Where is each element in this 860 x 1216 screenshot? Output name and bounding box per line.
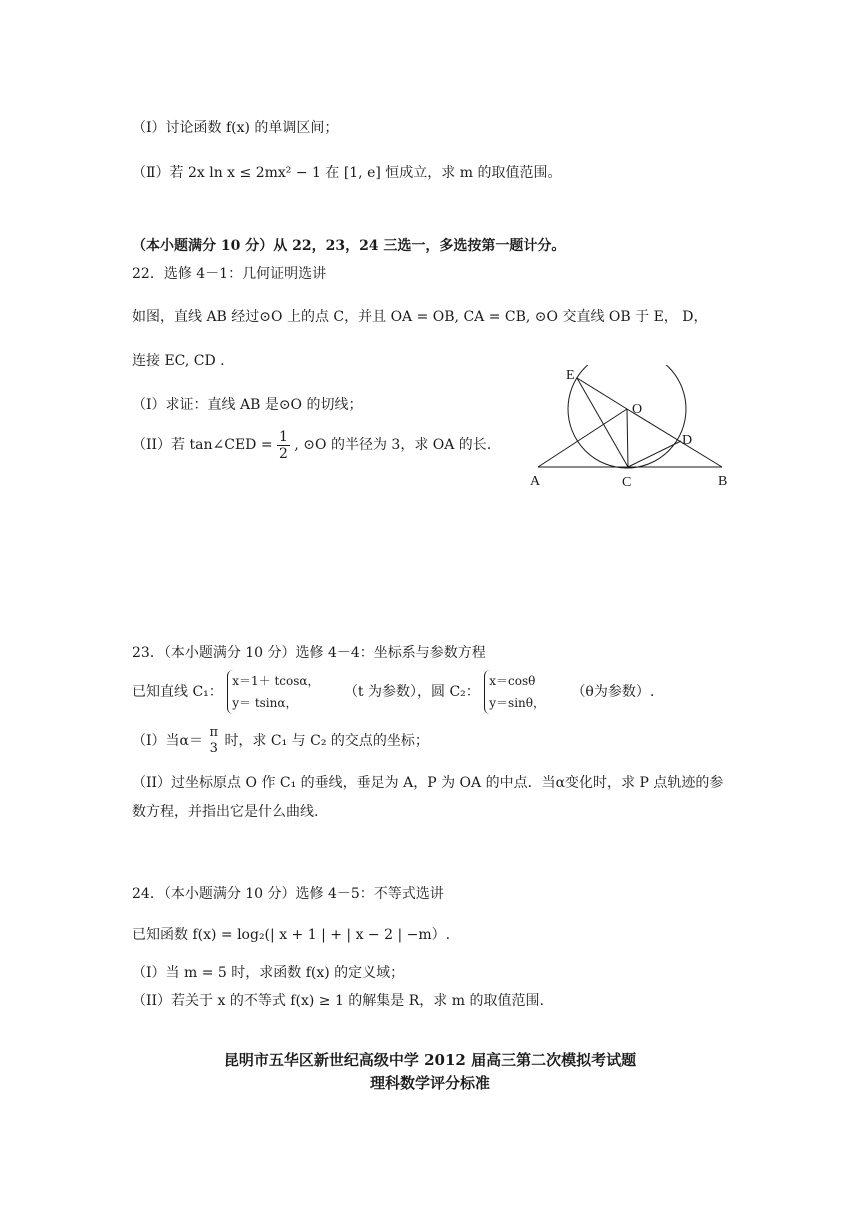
q23-c1-mid: （t 为参数），圆 C₂： (343, 684, 480, 700)
line-oc (627, 409, 628, 467)
q23-part1-pre: （I）当α＝ (132, 733, 203, 749)
q23-part1-fraction (207, 725, 220, 757)
line-eo (577, 378, 627, 409)
fraction-denominator: 3 (209, 741, 218, 756)
q21-part2: （Ⅱ）若 2x ln x ≤ 2mx² − 1 在 [1, e] 恒成立，求 m 的取值范围。 (132, 165, 562, 181)
q23-stem (132, 670, 654, 714)
label-o: O (632, 402, 643, 417)
label-c: C (622, 475, 632, 490)
c2-row2: y＝sinθ， (489, 696, 545, 710)
q24-part1: （I）当 m = 5 时，求函数 f(x) 的定义域； (132, 965, 405, 981)
c2-equation-system (484, 670, 545, 714)
geometry-figure (520, 365, 760, 495)
c1-equation-system (227, 670, 319, 714)
line-ao (538, 409, 627, 467)
q23-part1 (132, 724, 429, 758)
c1-row2: y＝ tsinα， (232, 696, 298, 710)
q22-title: 22．选修 4－1：几何证明选讲 (132, 266, 327, 282)
q23-part1-post: 时，求 C₁ 与 C₂ 的交点的坐标； (224, 733, 429, 749)
q23-part2-line2: 数方程，并指出它是什么曲线. (132, 804, 319, 820)
q24-part2: （II）若关于 x 的不等式 f(x) ≥ 1 的解集是 R，求 m 的取值范围. (132, 993, 544, 1009)
q23-c2-post: （θ为参数）. (571, 684, 655, 700)
q24-title: 24．（本小题满分 10 分）选修 4－5：不等式选讲 (132, 886, 444, 902)
scoring-title-line1: 昆明市五华区新世纪高级中学 2012 届高三第二次模拟考试题 (223, 1051, 637, 1069)
fraction-numerator: π (209, 725, 218, 740)
q24-stem: 已知函数 f(x) = log₂(| x + 1 | + | x − 2 | −m）. (132, 927, 451, 943)
q22-part2-fraction (277, 429, 290, 462)
q22-stem-line1: 如图，直线 AB 经过⊙O 上的点 C，并且 OA = OB, CA = CB, ⊙O 交直线 OB 于 E， D， (132, 309, 708, 325)
q22-part2-pre: （II）若 tan∠CED = (132, 437, 273, 453)
label-e: E (566, 368, 575, 383)
line-ec (577, 378, 628, 467)
q22-part2-post: , ⊙O 的半径为 3，求 OA 的长. (294, 437, 492, 453)
q23-title: 23．（本小题满分 10 分）选修 4－4：坐标系与参数方程 (132, 645, 486, 661)
c1-row1: x＝1＋ tcosα， (232, 674, 320, 688)
q23-c1-label: 已知直线 C₁： (132, 684, 223, 700)
line-ob (627, 409, 722, 467)
c2-row1: x＝cosθ (489, 674, 536, 688)
label-a: A (530, 474, 541, 489)
label-d: D (682, 433, 693, 448)
q21-part1: （Ⅰ）讨论函数 f(x) 的单调区间； (132, 120, 339, 136)
line-cd (628, 441, 681, 467)
q22-part1: （I）求证：直线 AB 是⊙O 的切线； (132, 397, 363, 413)
scoring-title-line2: 理科数学评分标准 (369, 1074, 490, 1092)
q23-part2-line1: （II）过坐标原点 O 作 C₁ 的垂线，垂足为 A，P 为 OA 的中点．当α变化时，求 P 点轨迹的参 (132, 775, 724, 791)
q22-stem-line2: 连接 EC, CD . (132, 353, 225, 369)
q22-part2 (132, 428, 491, 462)
label-b: B (718, 474, 728, 489)
fraction-denominator: 2 (279, 445, 288, 462)
choose-note: （本小题满分 10 分）从 22，23，24 三选一，多选按第一题计分。 (132, 238, 566, 254)
fraction-numerator: 1 (279, 428, 288, 445)
